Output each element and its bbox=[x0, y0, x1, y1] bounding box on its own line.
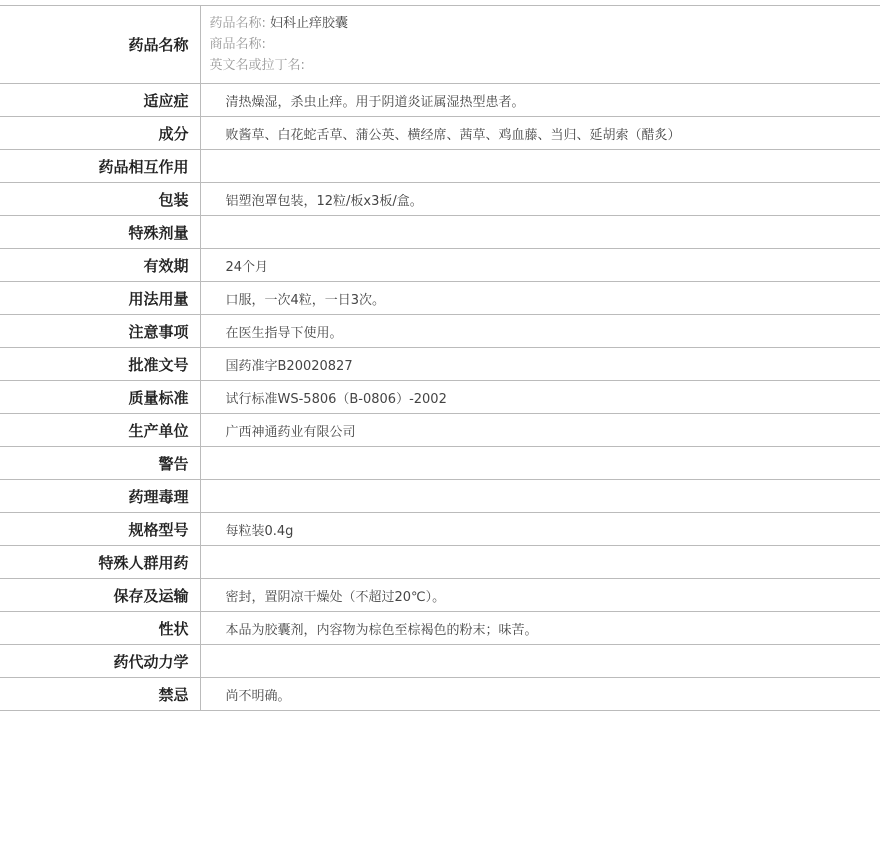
spec-value bbox=[200, 480, 880, 513]
spec-label: 保存及运输 bbox=[0, 579, 200, 612]
spec-label: 性状 bbox=[0, 612, 200, 645]
spec-row-shelf-life bbox=[0, 249, 880, 282]
spec-label: 批准文号 bbox=[0, 348, 200, 381]
spec-row-interactions bbox=[0, 150, 880, 183]
drug-spec-table bbox=[0, 5, 880, 711]
spec-label: 生产单位 bbox=[0, 414, 200, 447]
spec-value: 每粒装0.4g bbox=[200, 513, 880, 546]
spec-value: 清热燥湿，杀虫止痒。用于阴道炎证属湿热型患者。 bbox=[200, 84, 880, 117]
spec-row-storage bbox=[0, 579, 880, 612]
spec-row-warning bbox=[0, 447, 880, 480]
spec-label: 药品相互作用 bbox=[0, 150, 200, 183]
spec-label: 用法用量 bbox=[0, 282, 200, 315]
spec-value: 密封，置阴凉干燥处（不超过20℃）。 bbox=[200, 579, 880, 612]
spec-label: 药理毒理 bbox=[0, 480, 200, 513]
spec-value: 本品为胶囊剂，内容物为棕色至棕褐色的粉末；味苦。 bbox=[200, 612, 880, 645]
spec-value: 广西神通药业有限公司 bbox=[200, 414, 880, 447]
spec-value bbox=[200, 546, 880, 579]
spec-value: 尚不明确。 bbox=[200, 678, 880, 711]
spec-value bbox=[200, 447, 880, 480]
spec-row-pharmacology bbox=[0, 480, 880, 513]
spec-value bbox=[200, 216, 880, 249]
spec-label: 成分 bbox=[0, 117, 200, 150]
spec-label: 药代动力学 bbox=[0, 645, 200, 678]
trade-name-key: 商品名称: bbox=[209, 37, 266, 52]
spec-value bbox=[200, 150, 880, 183]
spec-label: 注意事项 bbox=[0, 315, 200, 348]
spec-value: 口服，一次4粒，一日3次。 bbox=[200, 282, 880, 315]
spec-label: 特殊剂量 bbox=[0, 216, 200, 249]
spec-value: 国药准字B20020827 bbox=[200, 348, 880, 381]
spec-label: 药品名称 bbox=[0, 6, 200, 84]
spec-label: 有效期 bbox=[0, 249, 200, 282]
spec-label: 规格型号 bbox=[0, 513, 200, 546]
spec-row-description bbox=[0, 612, 880, 645]
generic-name-value: 妇科止痒胶囊 bbox=[270, 16, 349, 31]
spec-value: 24个月 bbox=[200, 249, 880, 282]
spec-row-precautions bbox=[0, 315, 880, 348]
spec-row-ingredients bbox=[0, 117, 880, 150]
trade-name-line bbox=[210, 34, 880, 55]
spec-label: 包装 bbox=[0, 183, 200, 216]
spec-label: 禁忌 bbox=[0, 678, 200, 711]
spec-row-approval-number bbox=[0, 348, 880, 381]
spec-label: 警告 bbox=[0, 447, 200, 480]
spec-row-special-populations bbox=[0, 546, 880, 579]
spec-row-specification bbox=[0, 513, 880, 546]
spec-value: 败酱草、白花蛇舌草、蒲公英、横经席、茜草、鸡血藤、当归、延胡索（醋炙） bbox=[200, 117, 880, 150]
spec-label: 质量标准 bbox=[0, 381, 200, 414]
spec-table-body bbox=[0, 6, 880, 711]
spec-value-name-block bbox=[200, 6, 880, 84]
spec-row-manufacturer bbox=[0, 414, 880, 447]
spec-row-dosage bbox=[0, 282, 880, 315]
generic-name-key: 药品名称: bbox=[209, 16, 266, 31]
spec-row-drug-name bbox=[0, 6, 880, 84]
spec-row-contraindications bbox=[0, 678, 880, 711]
english-name-key: 英文名或拉丁名: bbox=[209, 58, 305, 73]
spec-row-indications bbox=[0, 84, 880, 117]
spec-row-pharmacokinetics bbox=[0, 645, 880, 678]
spec-row-packaging bbox=[0, 183, 880, 216]
spec-row-quality-standard bbox=[0, 381, 880, 414]
spec-label: 适应症 bbox=[0, 84, 200, 117]
spec-value: 铝塑泡罩包装，12粒/板x3板/盒。 bbox=[200, 183, 880, 216]
generic-name-line bbox=[210, 13, 880, 34]
spec-label: 特殊人群用药 bbox=[0, 546, 200, 579]
spec-row-special-dosage bbox=[0, 216, 880, 249]
spec-value bbox=[200, 645, 880, 678]
english-name-line bbox=[210, 55, 880, 76]
spec-value: 试行标准WS-5806（B-0806）-2002 bbox=[200, 381, 880, 414]
spec-value: 在医生指导下使用。 bbox=[200, 315, 880, 348]
